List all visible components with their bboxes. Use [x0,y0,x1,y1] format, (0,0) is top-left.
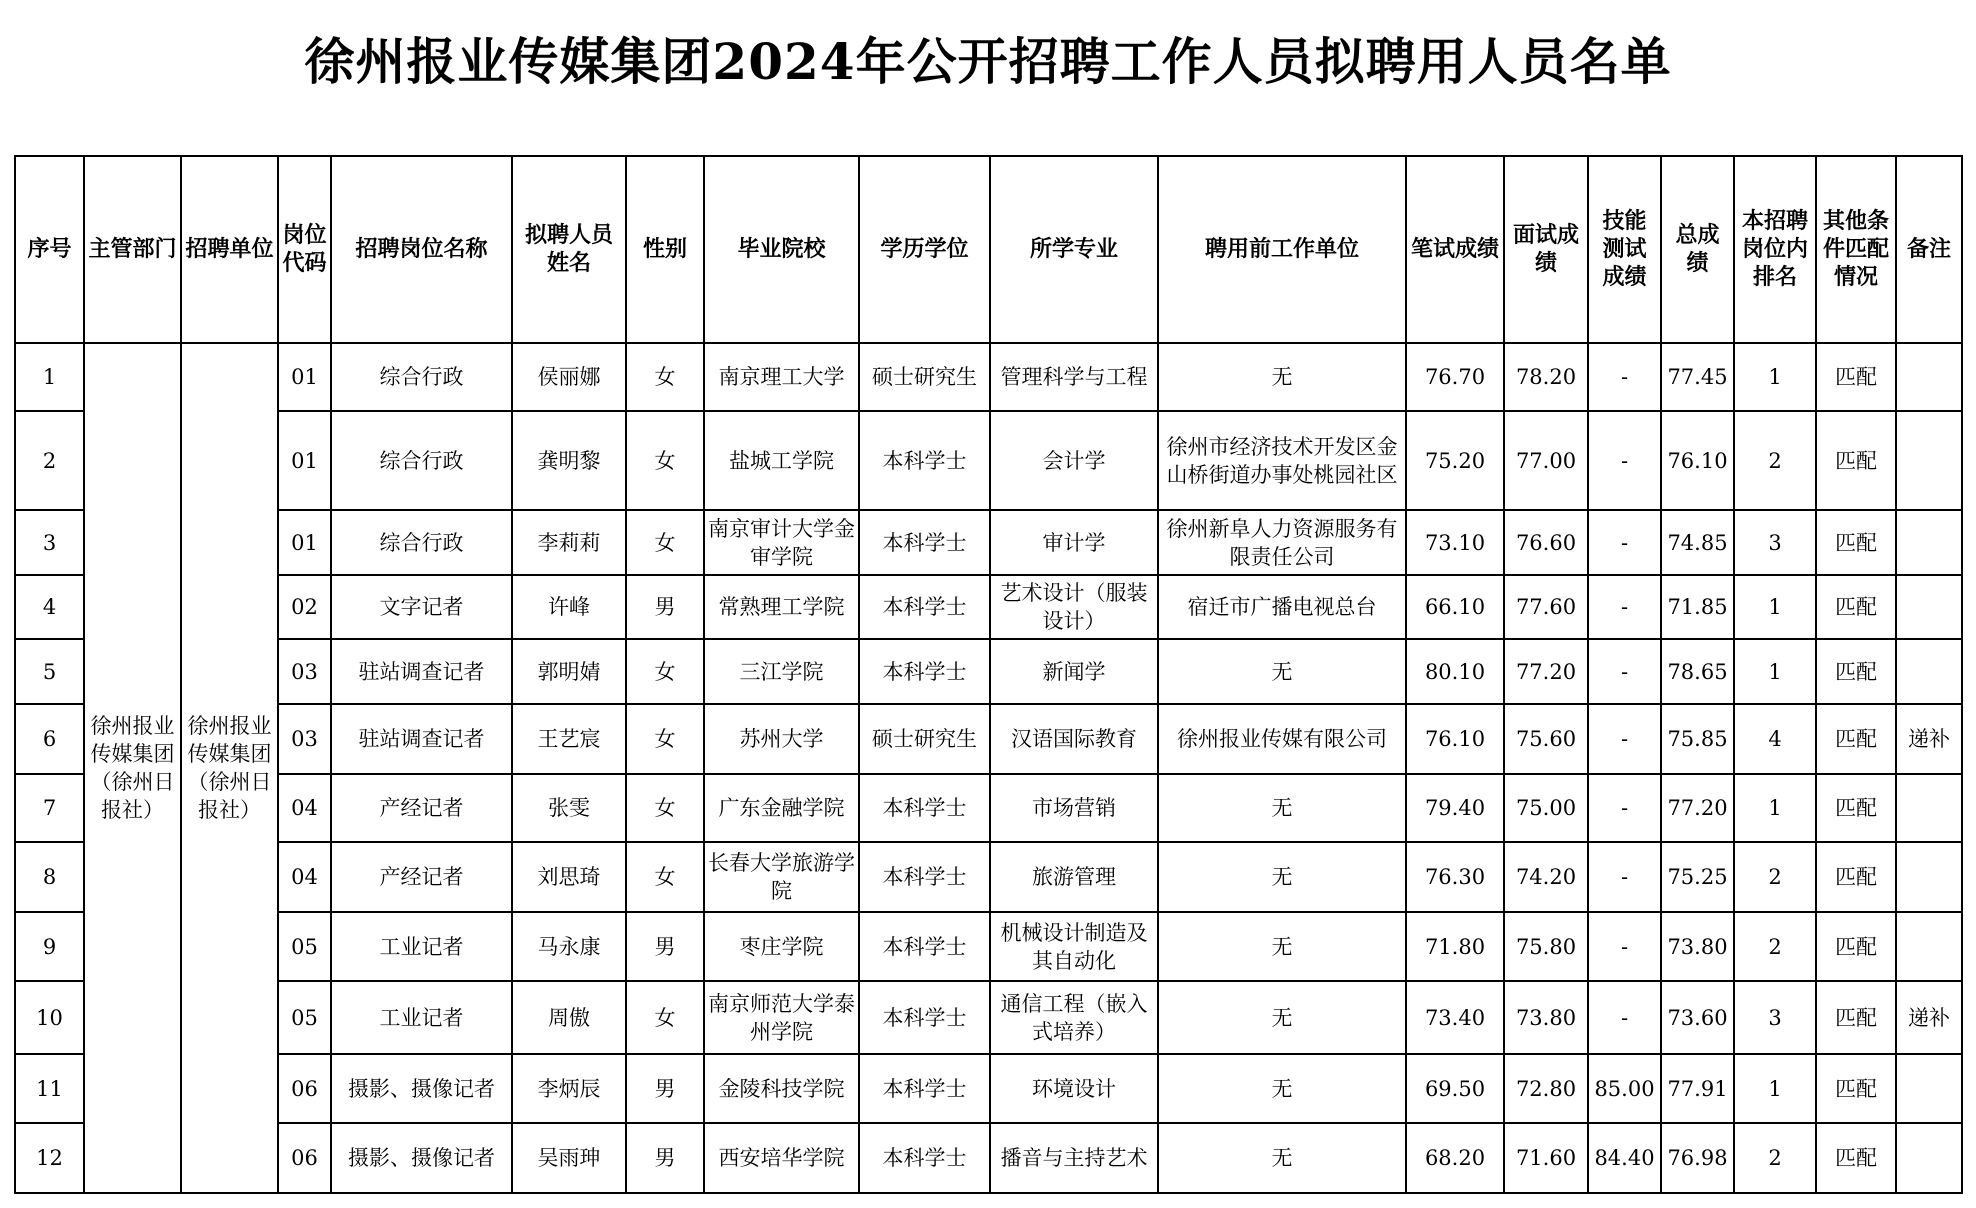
cell-major: 环境设计 [990,1054,1158,1123]
cell-written-score: 80.10 [1406,639,1504,704]
table-row [15,912,1962,981]
cell-post-name: 产经记者 [331,842,512,912]
cell-note [1896,1054,1962,1123]
cell-post-code: 06 [278,1054,331,1123]
page-title: 徐州报业传媒集团2024年公开招聘工作人员拟聘用人员名单 [304,32,1672,91]
cell-major: 会计学 [990,411,1158,510]
cell-major: 播音与主持艺术 [990,1123,1158,1193]
cell-degree: 本科学士 [859,1123,990,1193]
header-match: 其他条件匹配情况 [1816,156,1896,343]
cell-interview-score: 72.80 [1504,1054,1588,1123]
cell-degree: 本科学士 [859,575,990,639]
cell-prev-employer: 无 [1158,981,1406,1054]
cell-no: 10 [15,981,84,1054]
cell-match: 匹配 [1816,704,1896,774]
cell-school: 广东金融学院 [704,774,859,842]
cell-note [1896,411,1962,510]
cell-major: 新闻学 [990,639,1158,704]
cell-total-score: 74.85 [1661,510,1734,575]
cell-no: 8 [15,842,84,912]
cell-skill-score: - [1588,981,1661,1054]
cell-school: 长春大学旅游学院 [704,842,859,912]
cell-post-code: 04 [278,774,331,842]
cell-rank: 1 [1734,639,1816,704]
cell-post-name: 文字记者 [331,575,512,639]
cell-total-score: 77.91 [1661,1054,1734,1123]
cell-degree: 硕士研究生 [859,704,990,774]
cell-name: 吴雨珅 [512,1123,626,1193]
table-row [15,510,1962,575]
cell-post-name: 产经记者 [331,774,512,842]
cell-match: 匹配 [1816,981,1896,1054]
cell-interview-score: 77.20 [1504,639,1588,704]
cell-skill-score: - [1588,510,1661,575]
table-row [15,1054,1962,1123]
header-post-name: 招聘岗位名称 [331,156,512,343]
cell-major: 机械设计制造及其自动化 [990,912,1158,981]
cell-total-score: 75.25 [1661,842,1734,912]
hiring-list-table [14,155,1963,1194]
cell-written-score: 73.10 [1406,510,1504,575]
cell-school: 苏州大学 [704,704,859,774]
cell-total-score: 76.10 [1661,411,1734,510]
cell-major: 艺术设计（服装设计） [990,575,1158,639]
header-prev-employer: 聘用前工作单位 [1158,156,1406,343]
cell-department: 徐州报业传媒集团（徐州日报社） [84,343,181,1193]
cell-post-name: 综合行政 [331,510,512,575]
cell-post-name: 摄影、摄像记者 [331,1054,512,1123]
cell-name: 李莉莉 [512,510,626,575]
cell-school: 南京理工大学 [704,343,859,411]
cell-gender: 女 [626,639,704,704]
cell-post-code: 02 [278,575,331,639]
cell-school: 枣庄学院 [704,912,859,981]
cell-skill-score: - [1588,639,1661,704]
cell-name: 龚明黎 [512,411,626,510]
cell-degree: 本科学士 [859,981,990,1054]
cell-no: 3 [15,510,84,575]
cell-school: 金陵科技学院 [704,1054,859,1123]
cell-note [1896,343,1962,411]
table-row [15,981,1962,1054]
cell-written-score: 76.10 [1406,704,1504,774]
cell-post-name: 工业记者 [331,981,512,1054]
header-row [15,156,1962,343]
cell-school: 常熟理工学院 [704,575,859,639]
cell-major: 审计学 [990,510,1158,575]
cell-degree: 本科学士 [859,510,990,575]
cell-name: 王艺宸 [512,704,626,774]
cell-school: 盐城工学院 [704,411,859,510]
cell-skill-score: - [1588,774,1661,842]
cell-gender: 女 [626,411,704,510]
cell-note [1896,912,1962,981]
cell-note [1896,1123,1962,1193]
cell-name: 李炳辰 [512,1054,626,1123]
cell-match: 匹配 [1816,575,1896,639]
cell-gender: 男 [626,1123,704,1193]
cell-total-score: 76.98 [1661,1123,1734,1193]
cell-skill-score: - [1588,343,1661,411]
cell-degree: 本科学士 [859,912,990,981]
cell-post-name: 综合行政 [331,343,512,411]
cell-note [1896,639,1962,704]
cell-skill-score: - [1588,704,1661,774]
cell-interview-score: 73.80 [1504,981,1588,1054]
cell-interview-score: 75.60 [1504,704,1588,774]
cell-rank: 1 [1734,343,1816,411]
cell-total-score: 71.85 [1661,575,1734,639]
cell-rank: 2 [1734,912,1816,981]
header-department: 主管部门 [84,156,181,343]
cell-name: 侯丽娜 [512,343,626,411]
cell-rank: 4 [1734,704,1816,774]
cell-no: 12 [15,1123,84,1193]
cell-school: 南京审计大学金审学院 [704,510,859,575]
cell-post-name: 工业记者 [331,912,512,981]
cell-note [1896,510,1962,575]
cell-degree: 本科学士 [859,1054,990,1123]
cell-major: 汉语国际教育 [990,704,1158,774]
cell-interview-score: 74.20 [1504,842,1588,912]
table-row [15,774,1962,842]
cell-school: 三江学院 [704,639,859,704]
cell-no: 5 [15,639,84,704]
cell-match: 匹配 [1816,1054,1896,1123]
cell-interview-score: 75.00 [1504,774,1588,842]
cell-written-score: 75.20 [1406,411,1504,510]
table-row [15,639,1962,704]
cell-post-code: 05 [278,981,331,1054]
header-degree: 学历学位 [859,156,990,343]
cell-skill-score: - [1588,842,1661,912]
cell-match: 匹配 [1816,912,1896,981]
cell-written-score: 76.70 [1406,343,1504,411]
cell-major: 旅游管理 [990,842,1158,912]
cell-gender: 女 [626,774,704,842]
cell-prev-employer: 无 [1158,343,1406,411]
cell-post-code: 01 [278,343,331,411]
cell-skill-score: 84.40 [1588,1123,1661,1193]
table-row [15,575,1962,639]
cell-no: 1 [15,343,84,411]
header-no: 序号 [15,156,84,343]
cell-note [1896,575,1962,639]
cell-skill-score: - [1588,912,1661,981]
cell-interview-score: 76.60 [1504,510,1588,575]
cell-rank: 1 [1734,1054,1816,1123]
cell-interview-score: 71.60 [1504,1123,1588,1193]
cell-prev-employer: 无 [1158,639,1406,704]
cell-post-code: 03 [278,639,331,704]
cell-major: 管理科学与工程 [990,343,1158,411]
cell-no: 11 [15,1054,84,1123]
header-school: 毕业院校 [704,156,859,343]
cell-name: 周傲 [512,981,626,1054]
cell-total-score: 73.80 [1661,912,1734,981]
cell-post-code: 03 [278,704,331,774]
cell-prev-employer: 徐州市经济技术开发区金山桥街道办事处桃园社区 [1158,411,1406,510]
cell-gender: 女 [626,981,704,1054]
cell-written-score: 69.50 [1406,1054,1504,1123]
cell-name: 张雯 [512,774,626,842]
cell-no: 4 [15,575,84,639]
cell-total-score: 77.20 [1661,774,1734,842]
header-post-code: 岗位代码 [278,156,331,343]
header-name: 拟聘人员姓名 [512,156,626,343]
cell-prev-employer: 无 [1158,1123,1406,1193]
cell-written-score: 66.10 [1406,575,1504,639]
cell-prev-employer: 无 [1158,912,1406,981]
cell-post-name: 驻站调查记者 [331,639,512,704]
cell-rank: 1 [1734,575,1816,639]
cell-rank: 3 [1734,981,1816,1054]
cell-match: 匹配 [1816,411,1896,510]
cell-skill-score: - [1588,575,1661,639]
cell-post-name: 摄影、摄像记者 [331,1123,512,1193]
header-unit: 招聘单位 [181,156,278,343]
cell-written-score: 68.20 [1406,1123,1504,1193]
cell-written-score: 71.80 [1406,912,1504,981]
cell-rank: 3 [1734,510,1816,575]
cell-school: 西安培华学院 [704,1123,859,1193]
cell-degree: 本科学士 [859,842,990,912]
cell-post-name: 综合行政 [331,411,512,510]
cell-skill-score: - [1588,411,1661,510]
cell-match: 匹配 [1816,510,1896,575]
cell-rank: 2 [1734,842,1816,912]
cell-note [1896,774,1962,842]
cell-post-code: 01 [278,510,331,575]
cell-post-code: 06 [278,1123,331,1193]
cell-prev-employer: 徐州新阜人力资源服务有限责任公司 [1158,510,1406,575]
cell-gender: 男 [626,912,704,981]
cell-match: 匹配 [1816,343,1896,411]
header-interview-score: 面试成绩 [1504,156,1588,343]
cell-match: 匹配 [1816,639,1896,704]
header-rank: 本招聘岗位内排名 [1734,156,1816,343]
cell-gender: 女 [626,343,704,411]
cell-gender: 女 [626,842,704,912]
cell-written-score: 76.30 [1406,842,1504,912]
cell-gender: 女 [626,704,704,774]
cell-major: 市场营销 [990,774,1158,842]
header-gender: 性别 [626,156,704,343]
cell-written-score: 73.40 [1406,981,1504,1054]
cell-no: 2 [15,411,84,510]
cell-note: 递补 [1896,981,1962,1054]
cell-match: 匹配 [1816,1123,1896,1193]
cell-rank: 2 [1734,411,1816,510]
cell-school: 南京师范大学泰州学院 [704,981,859,1054]
header-note: 备注 [1896,156,1962,343]
cell-prev-employer: 徐州报业传媒有限公司 [1158,704,1406,774]
cell-written-score: 79.40 [1406,774,1504,842]
cell-gender: 女 [626,510,704,575]
cell-no: 9 [15,912,84,981]
table-row [15,1123,1962,1193]
cell-total-score: 73.60 [1661,981,1734,1054]
cell-unit: 徐州报业传媒集团（徐州日报社） [181,343,278,1193]
cell-degree: 本科学士 [859,639,990,704]
cell-match: 匹配 [1816,842,1896,912]
cell-degree: 本科学士 [859,411,990,510]
cell-total-score: 77.45 [1661,343,1734,411]
cell-interview-score: 77.60 [1504,575,1588,639]
cell-degree: 本科学士 [859,774,990,842]
cell-prev-employer: 宿迁市广播电视总台 [1158,575,1406,639]
cell-major: 通信工程（嵌入式培养） [990,981,1158,1054]
cell-post-code: 04 [278,842,331,912]
header-major: 所学专业 [990,156,1158,343]
cell-total-score: 78.65 [1661,639,1734,704]
cell-interview-score: 75.80 [1504,912,1588,981]
cell-note [1896,842,1962,912]
table-row [15,343,1962,411]
cell-name: 郭明婧 [512,639,626,704]
cell-skill-score: 85.00 [1588,1054,1661,1123]
cell-total-score: 75.85 [1661,704,1734,774]
table-row [15,704,1962,774]
cell-no: 7 [15,774,84,842]
cell-gender: 男 [626,575,704,639]
cell-gender: 男 [626,1054,704,1123]
cell-post-name: 驻站调查记者 [331,704,512,774]
cell-prev-employer: 无 [1158,842,1406,912]
header-skill-score: 技能测试成绩 [1588,156,1661,343]
cell-interview-score: 77.00 [1504,411,1588,510]
cell-name: 刘思琦 [512,842,626,912]
cell-match: 匹配 [1816,774,1896,842]
cell-degree: 硕士研究生 [859,343,990,411]
table-row [15,842,1962,912]
cell-post-code: 01 [278,411,331,510]
cell-interview-score: 78.20 [1504,343,1588,411]
cell-note: 递补 [1896,704,1962,774]
cell-no: 6 [15,704,84,774]
header-written-score: 笔试成绩 [1406,156,1504,343]
cell-post-code: 05 [278,912,331,981]
cell-prev-employer: 无 [1158,1054,1406,1123]
cell-prev-employer: 无 [1158,774,1406,842]
cell-name: 许峰 [512,575,626,639]
cell-name: 马永康 [512,912,626,981]
cell-rank: 1 [1734,774,1816,842]
table-row [15,411,1962,510]
cell-rank: 2 [1734,1123,1816,1193]
header-total-score: 总成绩 [1661,156,1734,343]
